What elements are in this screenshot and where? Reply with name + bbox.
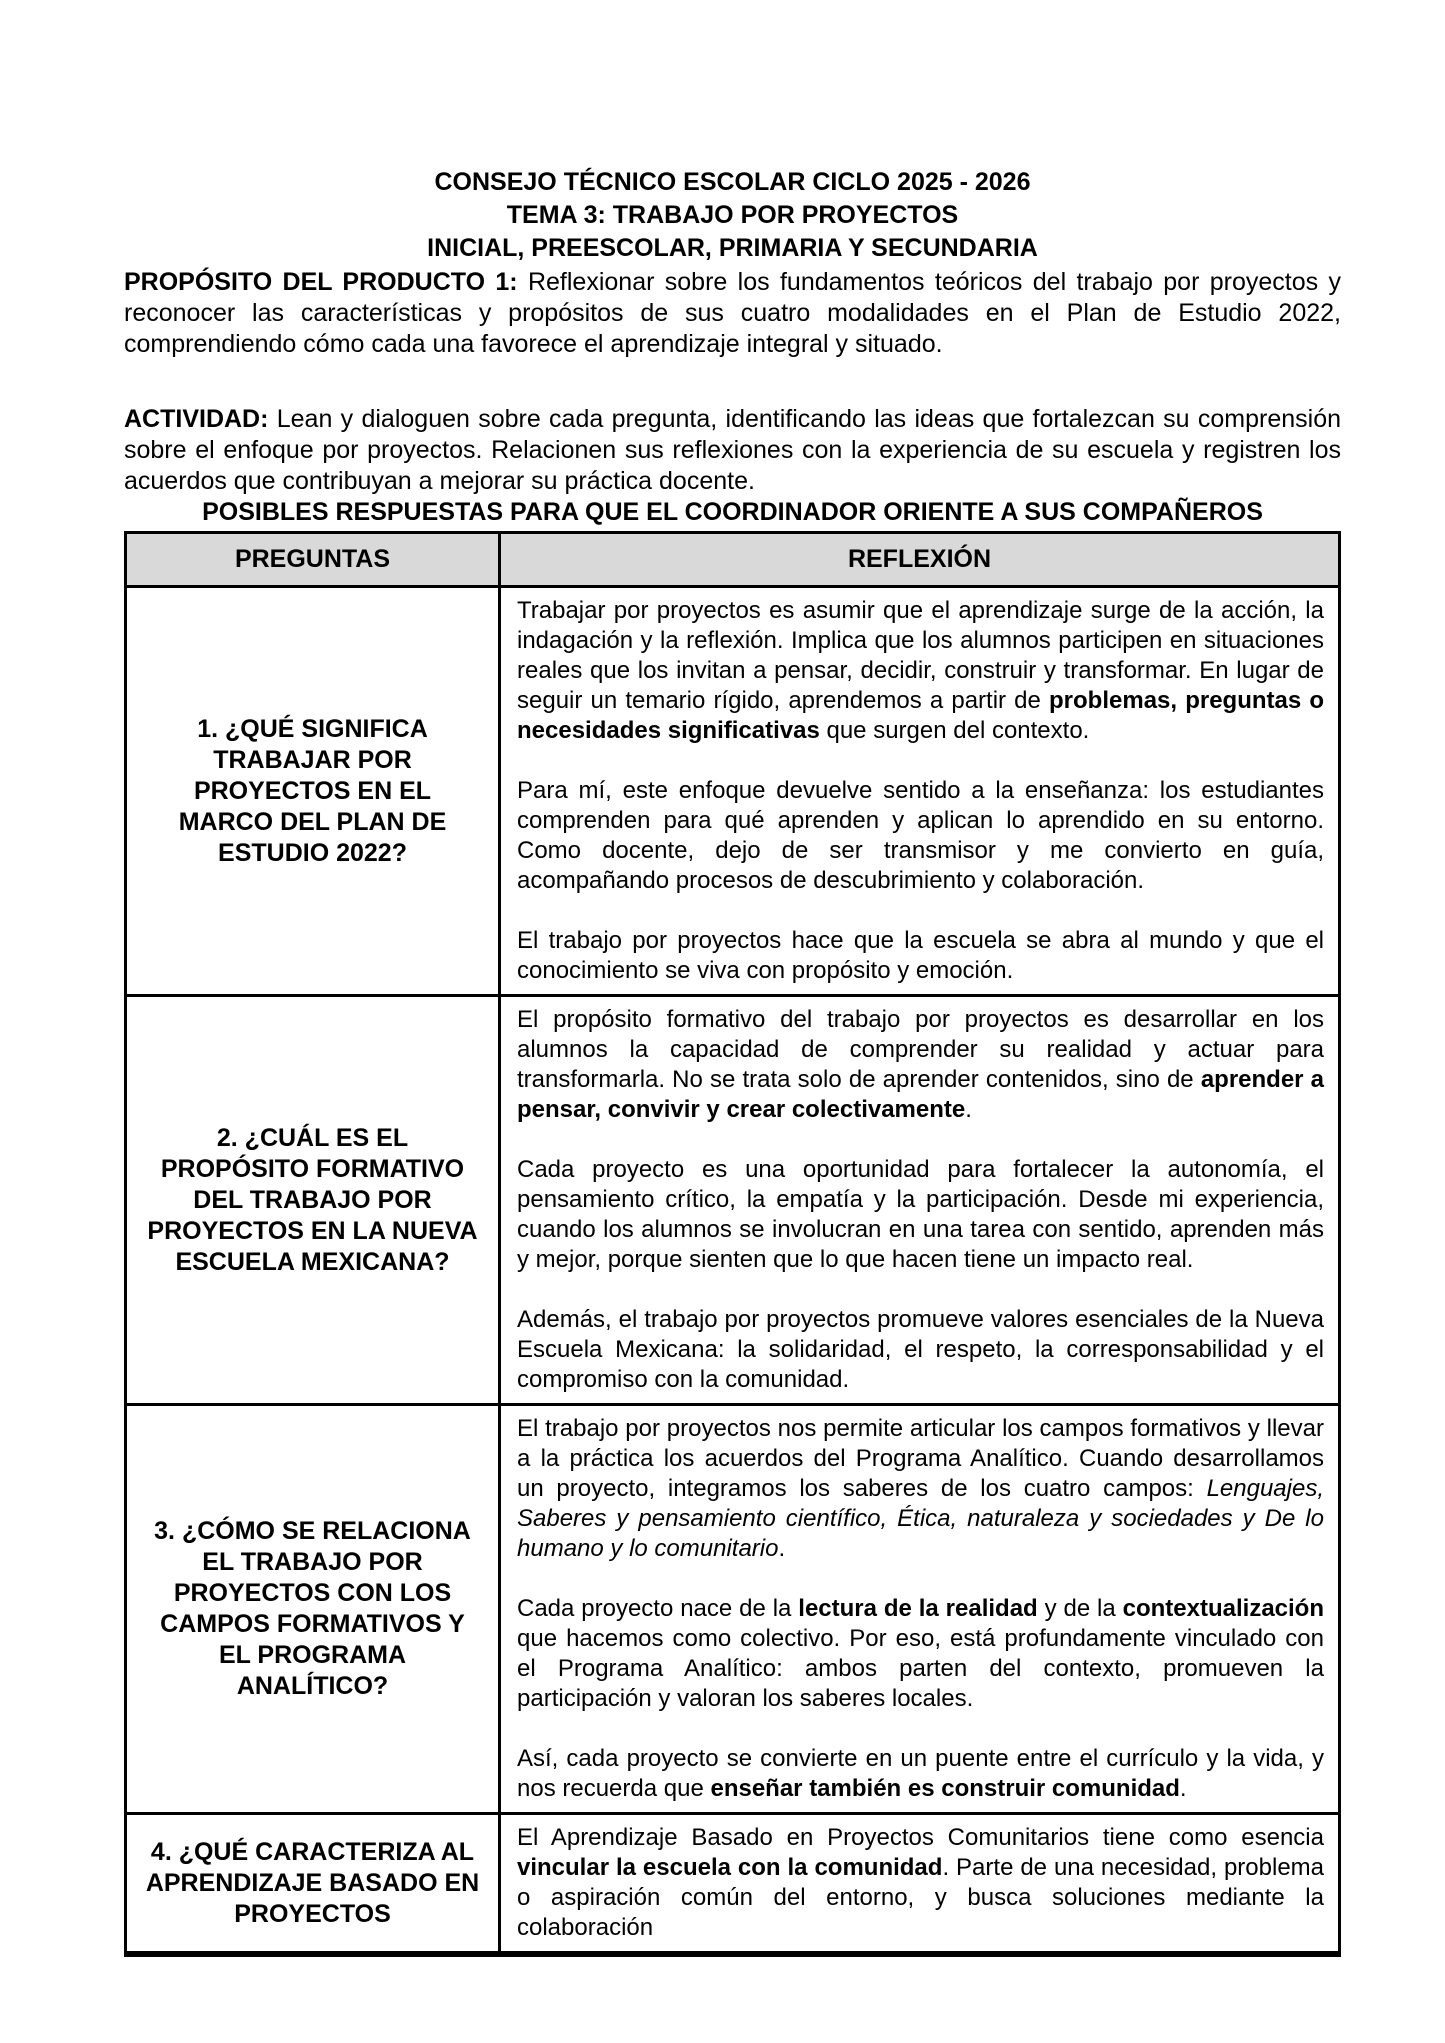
document-title-line-2: TEMA 3: TRABAJO POR PROYECTOS: [506, 201, 959, 229]
column-header-reflexion: REFLEXIÓN: [500, 533, 1340, 587]
reflection-cell-1: [500, 587, 1340, 996]
document-title-line-3: INICIAL, PREESCOLAR, PRIMARIA Y SECUNDARIA: [427, 234, 1038, 262]
table-row-2: [126, 996, 1340, 1405]
reflection-2-paragraph-1: El propósito formativo del trabajo por proyectos es desarrollar en los alumnos la capacidad de comprender su realidad y actuar para transformarla. No se trata solo de aprender contenidos, sino de aprender a pensar, convivir y crear colectivamente.: [517, 1006, 1325, 1123]
document-title-line-1: CONSEJO TÉCNICO ESCOLAR CICLO 2025 - 2026: [434, 168, 1031, 196]
table-row-1: [126, 587, 1340, 996]
table-row-4: [126, 1814, 1340, 1955]
column-header-preguntas: PREGUNTAS: [126, 533, 500, 587]
reflection-2-paragraph-2: Cada proyecto es una oportunidad para fortalecer la autonomía, el pensamiento crítico, la empatía y la participación. Desde mi experiencia, cuando los alumnos se involucran en una tarea con sentido, aprenden más y mejor, porque sienten que lo que hacen tiene un impacto real.: [517, 1156, 1324, 1273]
preguntas-reflexion-table: [124, 531, 1341, 1957]
question-cell-2: 2. ¿CUÁL ES EL PROPÓSITO FORMATIVO DEL TRABAJO POR PROYECTOS EN LA NUEVA ESCUELA MEXICANA?: [126, 996, 500, 1405]
reflection-cell-2: [500, 996, 1340, 1405]
question-cell-3: 3. ¿CÓMO SE RELACIONA EL TRABAJO POR PROYECTOS CON LOS CAMPOS FORMATIVOS Y EL PROGRAMA ANALÍTICO?: [126, 1405, 500, 1814]
actividad-text: Lean y dialoguen sobre cada pregunta, identificando las ideas que fortalezcan su comprensión sobre el enfoque por proyectos. Relacionen sus reflexiones con la experiencia de su escuela y registren los acuerdos que contribuyan a mejorar su práctica docente.: [124, 405, 1341, 495]
proposito-label: PROPÓSITO DEL PRODUCTO 1:: [124, 268, 518, 296]
reflection-1-paragraph-2: Para mí, este enfoque devuelve sentido a la enseñanza: los estudiantes comprenden para qué aprenden y aplican lo aprendido en su entorno. Como docente, dejo de ser transmisor y me convierto en guía, acompañando procesos de descubrimiento y colaboración.: [517, 777, 1324, 894]
question-cell-1: 1. ¿QUÉ SIGNIFICA TRABAJAR POR PROYECTOS EN EL MARCO DEL PLAN DE ESTUDIO 2022?: [126, 587, 500, 996]
reflection-3-paragraph-2: Cada proyecto nace de la lectura de la realidad y de la contextualización que hacemos como colectivo. Por eso, está profundamente vinculado con el Programa Analítico: ambos parten del contexto, promueven la participación y valoran los saberes locales.: [517, 1595, 1324, 1712]
question-cell-4: 4. ¿QUÉ CARACTERIZA AL APRENDIZAJE BASADO EN PROYECTOS: [126, 1814, 500, 1955]
table-row-3: [126, 1405, 1340, 1814]
proposito-text: Reflexionar sobre los fundamentos teóricos del trabajo por proyectos y reconocer las características y propósitos de sus cuatro modalidades en el Plan de Estudio 2022, comprendiendo cómo cada una favorece el aprendizaje integral y situado.: [124, 268, 1341, 358]
table-caption: POSIBLES RESPUESTAS PARA QUE EL COORDINADOR ORIENTE A SUS COMPAÑEROS: [202, 498, 1263, 526]
reflection-1-paragraph-1: Trabajar por proyectos es asumir que el aprendizaje surge de la acción, la indagación y la reflexión. Implica que los alumnos participen en situaciones reales que los invitan a pensar, decidir, construir y transformar. En lugar de seguir un temario rígido, aprendemos a partir de problemas, preguntas o necesidades significativas que surgen del contexto.: [517, 597, 1324, 744]
reflection-1-paragraph-3: El trabajo por proyectos hace que la escuela se abra al mundo y que el conocimiento se viva con propósito y emoción.: [517, 927, 1324, 984]
reflection-2-paragraph-3: Además, el trabajo por proyectos promueve valores esenciales de la Nueva Escuela Mexicana: la solidaridad, el respeto, la corresponsabilidad y el compromiso con la comunidad.: [517, 1306, 1324, 1393]
reflection-cell-4: [500, 1814, 1340, 1955]
reflection-3-paragraph-1: El trabajo por proyectos nos permite articular los campos formativos y llevar a la práctica los acuerdos del Programa Analítico. Cuando desarrollamos un proyecto, integramos los saberes de los cuatro campos: Lenguajes, Saberes y pensamiento científico, Ética, naturaleza y sociedades y De lo humano y lo comunitario.: [517, 1415, 1324, 1562]
proposito-paragraph: [124, 267, 1341, 360]
reflection-4-paragraph-1: El Aprendizaje Basado en Proyectos Comunitarios tiene como esencia vincular la escuela con la comunidad. Parte de una necesidad, problema o aspiración común del entorno, y busca soluciones mediante la colaboración: [517, 1824, 1325, 1941]
actividad-label: ACTIVIDAD:: [124, 405, 269, 433]
actividad-paragraph: [124, 404, 1341, 497]
table-header-row: [126, 533, 1340, 587]
reflection-3-paragraph-3: Así, cada proyecto se convierte en un puente entre el currículo y la vida, y nos recuerda que enseñar también es construir comunidad.: [517, 1745, 1324, 1802]
reflection-cell-3: [500, 1405, 1340, 1814]
